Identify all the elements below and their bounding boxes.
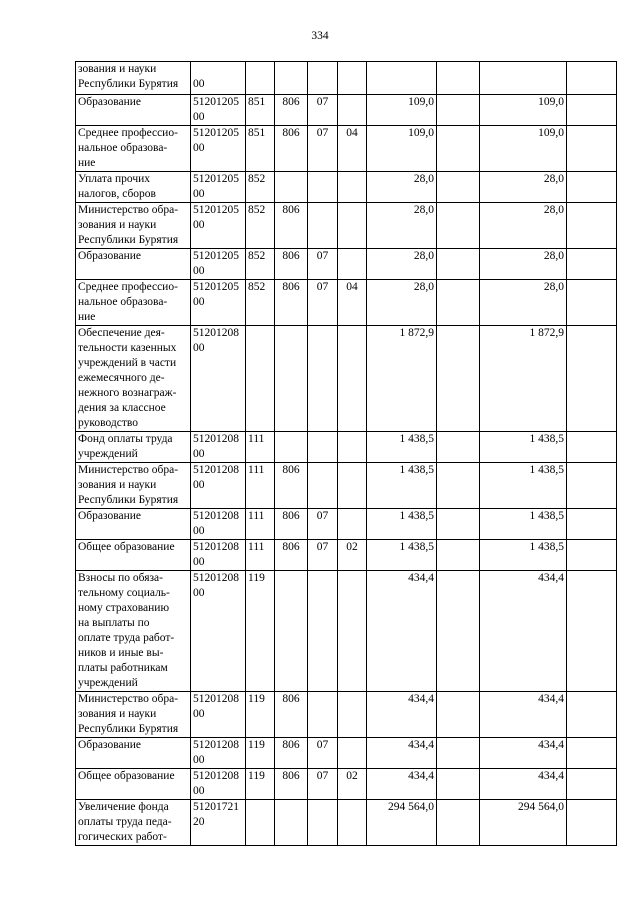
amount-total-cell: 434,4 bbox=[367, 571, 437, 692]
expense-type-cell: 111 bbox=[246, 463, 275, 509]
subsection-cell: 04 bbox=[338, 280, 367, 326]
target-article-line: 00 bbox=[193, 296, 205, 308]
item-name-line: Министерство обра- bbox=[78, 204, 179, 216]
expense-type-cell: 852 bbox=[246, 172, 275, 203]
item-name-line: зования и науки bbox=[78, 708, 157, 720]
target-article-cell bbox=[191, 62, 246, 95]
target-article-cell bbox=[191, 769, 246, 800]
target-article-line: 00 bbox=[193, 342, 205, 354]
target-article-line: 51201205 bbox=[193, 204, 239, 216]
item-name-line: Республики Бурятия bbox=[78, 234, 179, 246]
amount-extra-cell bbox=[437, 62, 480, 95]
target-article-cell bbox=[191, 95, 246, 126]
ministry-code-cell: 806 bbox=[275, 540, 308, 571]
item-name-cell bbox=[76, 95, 191, 126]
table-row bbox=[76, 692, 617, 738]
amount-regional-cell: 294 564,0 bbox=[480, 800, 567, 846]
item-name-line: ежемесячного де- bbox=[78, 372, 165, 384]
item-name-line: Республики Бурятия bbox=[78, 723, 179, 735]
item-name-line: ние bbox=[78, 157, 96, 169]
amount-total-cell: 1 438,5 bbox=[367, 509, 437, 540]
target-article-line: 00 bbox=[193, 219, 205, 231]
expense-type-cell bbox=[246, 800, 275, 846]
table-row bbox=[76, 62, 617, 95]
item-name-cell bbox=[76, 249, 191, 280]
item-name-line: оплаты труда педа- bbox=[78, 816, 172, 828]
amount-total-cell: 1 438,5 bbox=[367, 463, 437, 509]
item-name-line: учреждений bbox=[78, 677, 138, 689]
subsection-cell bbox=[338, 95, 367, 126]
amount-total-cell bbox=[367, 62, 437, 95]
section-cell bbox=[308, 463, 338, 509]
target-article-line: 00 bbox=[193, 78, 205, 90]
amount-federal-cell bbox=[567, 769, 617, 800]
subsection-cell bbox=[338, 800, 367, 846]
budget-table bbox=[75, 61, 617, 846]
amount-regional-cell: 1 872,9 bbox=[480, 326, 567, 432]
target-article-cell bbox=[191, 692, 246, 738]
target-article-line: 51201208 bbox=[193, 541, 239, 553]
item-name-line: Среднее профессио- bbox=[78, 281, 178, 293]
target-article-line: 00 bbox=[193, 587, 205, 599]
amount-federal-cell bbox=[567, 62, 617, 95]
subsection-cell bbox=[338, 463, 367, 509]
section-cell bbox=[308, 62, 338, 95]
ministry-code-cell: 806 bbox=[275, 249, 308, 280]
amount-total-cell: 294 564,0 bbox=[367, 800, 437, 846]
item-name-line: Республики Бурятия bbox=[78, 78, 179, 90]
amount-total-cell: 109,0 bbox=[367, 126, 437, 172]
item-name-cell bbox=[76, 203, 191, 249]
item-name-cell bbox=[76, 326, 191, 432]
item-name-line: Увеличение фонда bbox=[78, 801, 169, 813]
amount-extra-cell bbox=[437, 280, 480, 326]
item-name-cell bbox=[76, 800, 191, 846]
item-name-line: Образование bbox=[78, 96, 142, 108]
target-article-line bbox=[193, 62, 243, 77]
item-name-line: Образование bbox=[78, 510, 142, 522]
amount-regional-cell: 28,0 bbox=[480, 280, 567, 326]
amount-extra-cell bbox=[437, 800, 480, 846]
subsection-cell bbox=[338, 172, 367, 203]
expense-type-cell: 119 bbox=[246, 738, 275, 769]
amount-total-cell: 434,4 bbox=[367, 692, 437, 738]
target-article-cell bbox=[191, 463, 246, 509]
amount-extra-cell bbox=[437, 172, 480, 203]
item-name-line: Фонд оплаты труда bbox=[78, 433, 173, 445]
item-name-line: Образование bbox=[78, 739, 142, 751]
amount-extra-cell bbox=[437, 692, 480, 738]
target-article-line: 51201208 bbox=[193, 510, 239, 522]
table-row bbox=[76, 509, 617, 540]
item-name-cell bbox=[76, 280, 191, 326]
ministry-code-cell: 806 bbox=[275, 769, 308, 800]
section-cell: 07 bbox=[308, 126, 338, 172]
amount-extra-cell bbox=[437, 326, 480, 432]
amount-federal-cell bbox=[567, 172, 617, 203]
item-name-line: руководство bbox=[78, 417, 138, 429]
target-article-line: 51201205 bbox=[193, 250, 239, 262]
target-article-line: 51201208 bbox=[193, 464, 239, 476]
expense-type-cell: 119 bbox=[246, 571, 275, 692]
amount-federal-cell bbox=[567, 463, 617, 509]
expense-type-cell: 851 bbox=[246, 95, 275, 126]
target-article-line: 20 bbox=[193, 816, 205, 828]
item-name-line: платы работникам bbox=[78, 662, 168, 674]
table-row bbox=[76, 95, 617, 126]
target-article-line: 51201208 bbox=[193, 572, 239, 584]
subsection-cell: 04 bbox=[338, 126, 367, 172]
item-name-line: зования и науки bbox=[78, 63, 157, 75]
amount-total-cell: 109,0 bbox=[367, 95, 437, 126]
target-article-cell bbox=[191, 509, 246, 540]
amount-federal-cell bbox=[567, 738, 617, 769]
item-name-line: ников и иные вы- bbox=[78, 647, 164, 659]
target-article-line: 00 bbox=[193, 708, 205, 720]
amount-federal-cell bbox=[567, 540, 617, 571]
expense-type-cell: 119 bbox=[246, 769, 275, 800]
section-cell: 07 bbox=[308, 769, 338, 800]
item-name-cell bbox=[76, 172, 191, 203]
subsection-cell bbox=[338, 203, 367, 249]
section-cell: 07 bbox=[308, 95, 338, 126]
amount-extra-cell bbox=[437, 509, 480, 540]
item-name-line: Республики Бурятия bbox=[78, 494, 179, 506]
target-article-line: 51201205 bbox=[193, 173, 239, 185]
target-article-line: 51201208 bbox=[193, 327, 239, 339]
expense-type-cell: 111 bbox=[246, 540, 275, 571]
subsection-cell bbox=[338, 326, 367, 432]
target-article-cell bbox=[191, 280, 246, 326]
amount-total-cell: 1 438,5 bbox=[367, 432, 437, 463]
amount-regional-cell: 1 438,5 bbox=[480, 540, 567, 571]
expense-type-cell: 111 bbox=[246, 509, 275, 540]
item-name-line: Обеспечение дея- bbox=[78, 327, 165, 339]
ministry-code-cell: 806 bbox=[275, 738, 308, 769]
table-row bbox=[76, 326, 617, 432]
item-name-cell bbox=[76, 540, 191, 571]
amount-federal-cell bbox=[567, 432, 617, 463]
item-name-cell bbox=[76, 692, 191, 738]
amount-regional-cell: 28,0 bbox=[480, 249, 567, 280]
target-article-cell bbox=[191, 432, 246, 463]
target-article-line: 00 bbox=[193, 265, 205, 277]
amount-regional-cell: 28,0 bbox=[480, 172, 567, 203]
target-article-line: 51201205 bbox=[193, 281, 239, 293]
item-name-line: оплате труда работ- bbox=[78, 632, 175, 644]
item-name-line: нежного вознаграж- bbox=[78, 387, 177, 399]
item-name-line: учреждений в части bbox=[78, 357, 177, 369]
ministry-code-cell: 806 bbox=[275, 126, 308, 172]
amount-extra-cell bbox=[437, 738, 480, 769]
amount-total-cell: 1 438,5 bbox=[367, 540, 437, 571]
subsection-cell bbox=[338, 571, 367, 692]
target-article-line: 51201208 bbox=[193, 693, 239, 705]
target-article-cell bbox=[191, 126, 246, 172]
item-name-cell bbox=[76, 463, 191, 509]
table-row bbox=[76, 432, 617, 463]
ministry-code-cell: 806 bbox=[275, 692, 308, 738]
amount-federal-cell bbox=[567, 203, 617, 249]
expense-type-cell bbox=[246, 326, 275, 432]
amount-extra-cell bbox=[437, 95, 480, 126]
target-article-line: 51201205 bbox=[193, 96, 239, 108]
expense-type-cell: 852 bbox=[246, 280, 275, 326]
amount-total-cell: 434,4 bbox=[367, 769, 437, 800]
item-name-line: ние bbox=[78, 311, 96, 323]
target-article-cell bbox=[191, 800, 246, 846]
item-name-line: Уплата прочих bbox=[78, 173, 151, 185]
amount-federal-cell bbox=[567, 692, 617, 738]
amount-federal-cell bbox=[567, 571, 617, 692]
amount-regional-cell: 28,0 bbox=[480, 203, 567, 249]
item-name-line: Общее образование bbox=[78, 770, 175, 782]
target-article-line: 00 bbox=[193, 556, 205, 568]
amount-total-cell: 28,0 bbox=[367, 280, 437, 326]
section-cell: 07 bbox=[308, 738, 338, 769]
target-article-cell bbox=[191, 203, 246, 249]
expense-type-cell: 111 bbox=[246, 432, 275, 463]
table-row bbox=[76, 738, 617, 769]
amount-regional-cell: 1 438,5 bbox=[480, 509, 567, 540]
target-article-line: 51201208 bbox=[193, 770, 239, 782]
amount-federal-cell bbox=[567, 249, 617, 280]
amount-regional-cell: 109,0 bbox=[480, 95, 567, 126]
item-name-line: гогических работ- bbox=[78, 831, 167, 843]
amount-federal-cell bbox=[567, 280, 617, 326]
item-name-cell bbox=[76, 126, 191, 172]
target-article-line: 00 bbox=[193, 785, 205, 797]
table-row bbox=[76, 571, 617, 692]
amount-extra-cell bbox=[437, 432, 480, 463]
target-article-line: 51201208 bbox=[193, 739, 239, 751]
target-article-line: 00 bbox=[193, 188, 205, 200]
target-article-line: 00 bbox=[193, 111, 205, 123]
amount-federal-cell bbox=[567, 800, 617, 846]
amount-extra-cell bbox=[437, 769, 480, 800]
amount-federal-cell bbox=[567, 126, 617, 172]
item-name-line: ному страхованию bbox=[78, 602, 170, 614]
section-cell bbox=[308, 692, 338, 738]
ministry-code-cell: 806 bbox=[275, 95, 308, 126]
amount-total-cell: 28,0 bbox=[367, 172, 437, 203]
section-cell bbox=[308, 800, 338, 846]
table-row bbox=[76, 203, 617, 249]
item-name-line: Министерство обра- bbox=[78, 464, 179, 476]
amount-extra-cell bbox=[437, 126, 480, 172]
amount-extra-cell bbox=[437, 571, 480, 692]
target-article-cell bbox=[191, 172, 246, 203]
target-article-line: 00 bbox=[193, 754, 205, 766]
expense-type-cell: 852 bbox=[246, 249, 275, 280]
item-name-cell bbox=[76, 62, 191, 95]
expense-type-cell: 852 bbox=[246, 203, 275, 249]
ministry-code-cell bbox=[275, 571, 308, 692]
ministry-code-cell: 806 bbox=[275, 203, 308, 249]
amount-regional-cell: 1 438,5 bbox=[480, 432, 567, 463]
item-name-line: дения за классное bbox=[78, 402, 166, 414]
table-row bbox=[76, 280, 617, 326]
target-article-cell bbox=[191, 540, 246, 571]
item-name-line: Общее образование bbox=[78, 541, 175, 553]
item-name-line: тельному социаль- bbox=[78, 587, 170, 599]
subsection-cell bbox=[338, 62, 367, 95]
target-article-line: 51201721 bbox=[193, 801, 239, 813]
ministry-code-cell: 806 bbox=[275, 509, 308, 540]
amount-total-cell: 1 872,9 bbox=[367, 326, 437, 432]
target-article-cell bbox=[191, 326, 246, 432]
item-name-line: Министерство обра- bbox=[78, 693, 179, 705]
amount-regional-cell bbox=[480, 62, 567, 95]
item-name-line: Взносы по обяза- bbox=[78, 572, 163, 584]
item-name-line: нальное образова- bbox=[78, 296, 168, 308]
item-name-line: зования и науки bbox=[78, 479, 157, 491]
amount-regional-cell: 434,4 bbox=[480, 769, 567, 800]
ministry-code-cell bbox=[275, 172, 308, 203]
item-name-line: Образование bbox=[78, 250, 142, 262]
amount-total-cell: 434,4 bbox=[367, 738, 437, 769]
item-name-cell bbox=[76, 769, 191, 800]
item-name-line: налогов, сборов bbox=[78, 188, 156, 200]
subsection-cell bbox=[338, 692, 367, 738]
target-article-line: 00 bbox=[193, 142, 205, 154]
section-cell bbox=[308, 432, 338, 463]
item-name-cell bbox=[76, 571, 191, 692]
target-article-cell bbox=[191, 738, 246, 769]
amount-regional-cell: 434,4 bbox=[480, 738, 567, 769]
table-row bbox=[76, 800, 617, 846]
section-cell: 07 bbox=[308, 540, 338, 571]
ministry-code-cell bbox=[275, 326, 308, 432]
table-row bbox=[76, 540, 617, 571]
target-article-cell bbox=[191, 571, 246, 692]
expense-type-cell: 119 bbox=[246, 692, 275, 738]
target-article-line: 00 bbox=[193, 479, 205, 491]
target-article-cell bbox=[191, 249, 246, 280]
subsection-cell: 02 bbox=[338, 540, 367, 571]
subsection-cell bbox=[338, 432, 367, 463]
amount-regional-cell: 1 438,5 bbox=[480, 463, 567, 509]
section-cell: 07 bbox=[308, 509, 338, 540]
amount-regional-cell: 434,4 bbox=[480, 692, 567, 738]
subsection-cell: 02 bbox=[338, 769, 367, 800]
ministry-code-cell bbox=[275, 62, 308, 95]
amount-regional-cell: 434,4 bbox=[480, 571, 567, 692]
ministry-code-cell: 806 bbox=[275, 463, 308, 509]
item-name-line: зования и науки bbox=[78, 219, 157, 231]
amount-extra-cell bbox=[437, 203, 480, 249]
table-row bbox=[76, 249, 617, 280]
item-name-cell bbox=[76, 432, 191, 463]
item-name-line: на выплаты по bbox=[78, 617, 150, 629]
item-name-cell bbox=[76, 738, 191, 769]
subsection-cell bbox=[338, 509, 367, 540]
amount-total-cell: 28,0 bbox=[367, 249, 437, 280]
section-cell bbox=[308, 326, 338, 432]
target-article-line: 51201208 bbox=[193, 433, 239, 445]
table-row bbox=[76, 463, 617, 509]
amount-federal-cell bbox=[567, 509, 617, 540]
ministry-code-cell bbox=[275, 432, 308, 463]
ministry-code-cell: 806 bbox=[275, 280, 308, 326]
amount-extra-cell bbox=[437, 463, 480, 509]
section-cell bbox=[308, 203, 338, 249]
target-article-line: 00 bbox=[193, 525, 205, 537]
amount-extra-cell bbox=[437, 249, 480, 280]
table-row bbox=[76, 126, 617, 172]
table-row bbox=[76, 172, 617, 203]
expense-type-cell bbox=[246, 62, 275, 95]
subsection-cell bbox=[338, 249, 367, 280]
amount-regional-cell: 109,0 bbox=[480, 126, 567, 172]
item-name-line: тельности казенных bbox=[78, 342, 177, 354]
item-name-line: учреждений bbox=[78, 448, 138, 460]
amount-federal-cell bbox=[567, 326, 617, 432]
table-row bbox=[76, 769, 617, 800]
item-name-cell bbox=[76, 509, 191, 540]
expense-type-cell: 851 bbox=[246, 126, 275, 172]
item-name-line: Среднее профессио- bbox=[78, 127, 178, 139]
section-cell bbox=[308, 571, 338, 692]
subsection-cell bbox=[338, 738, 367, 769]
section-cell: 07 bbox=[308, 280, 338, 326]
budget-table-body bbox=[76, 62, 617, 846]
item-name-line: нальное образова- bbox=[78, 142, 168, 154]
page-number: 334 bbox=[311, 30, 329, 42]
amount-total-cell: 28,0 bbox=[367, 203, 437, 249]
target-article-line: 00 bbox=[193, 448, 205, 460]
target-article-line: 51201205 bbox=[193, 127, 239, 139]
ministry-code-cell bbox=[275, 800, 308, 846]
section-cell: 07 bbox=[308, 249, 338, 280]
amount-extra-cell bbox=[437, 540, 480, 571]
section-cell bbox=[308, 172, 338, 203]
amount-federal-cell bbox=[567, 95, 617, 126]
